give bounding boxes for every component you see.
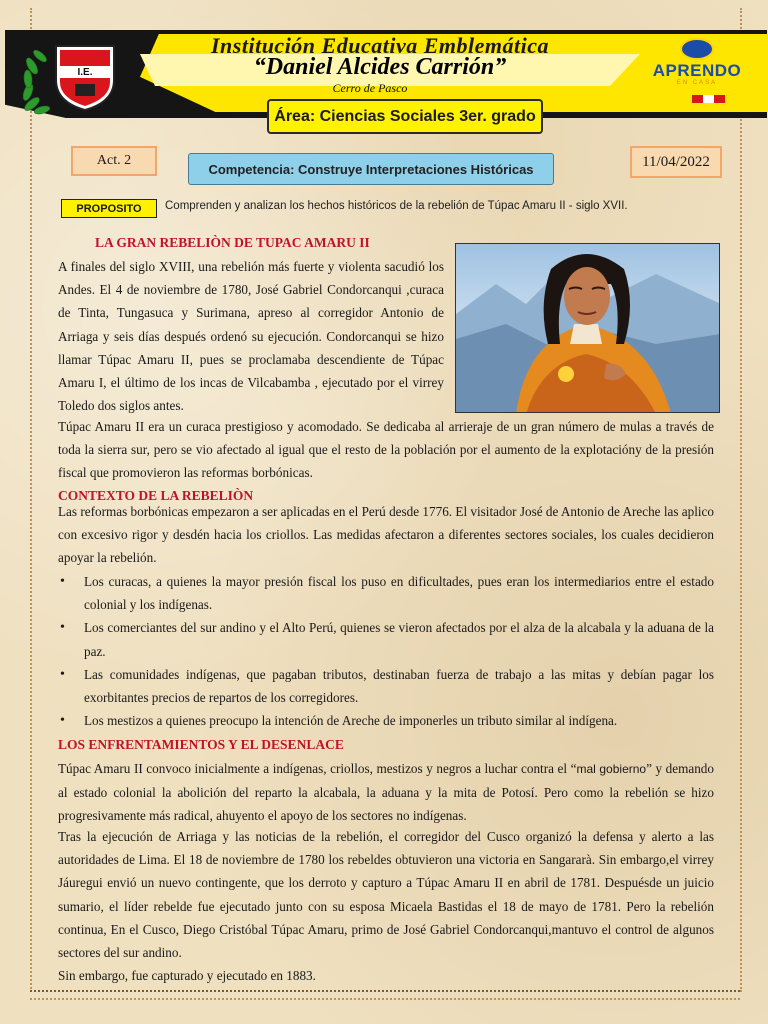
school-name-line1: Institución Educativa Emblemática [211, 33, 549, 58]
section3-para3: Sin embargo, fue capturado y ejecutado en 1883. [58, 968, 316, 983]
ministry-seal-icon [680, 38, 714, 60]
section3-para1-start: Túpac Amaru II convoco inicialmente a indígenas, criollos, mestizos y negros a luchar contra el “ [58, 761, 577, 776]
section1-para2: Túpac Amaru II era un curaca prestigioso y acomodado. Se dedicaba al arrieraje de un gran número de mulas a través de toda la sierra sur, pero se vio afectado al igual que el resto de la población por el aumento de la explotacióny de la presión fiscal que promovieron las reformas borbónicas. [58, 419, 714, 481]
list-item: • Los comerciantes del sur andino y el Alto Perú, quienes se vieron afectados por el alza de la alcabala y la aduana de la paz. [58, 616, 714, 662]
aprendo-en-casa-logo [636, 38, 758, 98]
aprendo-word: APRENDO [652, 61, 742, 80]
tupac-amaru-portrait [455, 243, 720, 413]
shield-text: I.E. [77, 67, 93, 78]
list-item: • Los mestizos a quienes preocupo la intención de Areche de imponerles un tributo similar al indígena. [58, 709, 714, 732]
school-name-line2: “Daniel Alcides Carrión” [253, 54, 507, 80]
section-title-rebelion: LA GRAN REBELIÒN DE TUPAC AMARU II [95, 235, 370, 250]
section3-para1-end: ” y demando al estado colonial la abolición del reparto la alcabala, la aduana y la mita de Potosí. Pero como la rebelión se hizo progresivamente más radical, ahuyento el apoyo de los sectores no indígenas. [58, 761, 714, 824]
section1-para1: A finales del siglo XVIII, una rebelión más fuerte y violenta sacudió los Andes. El 4 de noviembre de 1780, José Gabriel Condorcanqui ,curaca de Tinta, Tungasuca y Surimana, apreso al corregidor Antonio de Arriaga y seis días después ordenó su ejecución. Condorcanqui se hizo llamar Túpac Amaru II, pues se proclamaba descendiente de Túpac Amaru I, el último de los incas de Vilcabamba , ejecutado por el virrey Toledo dos siglos antes. [58, 259, 444, 414]
section-title-contexto: CONTEXTO DE LA REBELIÒN [58, 488, 254, 503]
portrait-illustration [456, 244, 720, 413]
section-title-enfrentamientos: LOS ENFRENTAMIENTOS Y EL DESENLACE [58, 737, 344, 752]
section3-para1 [58, 757, 714, 828]
aprendo-sub: EN CASA [676, 80, 718, 86]
proposito-text: Comprenden y analizan los hechos históricos de la rebelión de Túpac Amaru II - siglo XVII. [165, 200, 628, 212]
peru-flag-icon [692, 90, 726, 98]
competencia-box: Competencia: Construye Interpretaciones Históricas [188, 153, 554, 185]
section3-para2: Tras la ejecución de Arriaga y las noticias de la rebelión, el corregidor del Cusco organizó la defensa y alerto a las autoridades de Lima. El 18 de noviembre de 1780 los rebeldes obtuvieron una victoria en Sangararà. Sin embargo,el virrey Jáuregui envió un nuevo contingente, que los derroto y capturo a Túpac Amaru II en abril de 1781. Despuésde un juicio sumario, el líder rebelde fue ejecutado junto con su esposa Micaela Bastidas el 18 de mayo de 1781. Pero la rebelión continua, En el Cusco, Diego Cristóbal Túpac Amaru, primo de José Gabriel Condorcanqui,mantuvo el control de algunos sectores del sur andino. [58, 829, 714, 961]
list-item: • Las comunidades indígenas, que pagaban tributos, destinaban fuerza de trabajo a las mitas y debían pagar los exorbitantes precios de repartos de los corregidores. [58, 663, 714, 709]
school-shield-icon [50, 40, 120, 112]
page-border-bottom [30, 990, 740, 1000]
activity-box: Act. 2 [71, 146, 157, 176]
context-bullet-list [58, 570, 714, 732]
area-box: Área: Ciencias Sociales 3er. grado [267, 99, 543, 134]
mal-gobierno-quote: mal gobierno [576, 762, 647, 776]
date-box: 11/04/2022 [630, 146, 722, 178]
section2-intro: Las reformas borbónicas empezaron a ser aplicadas en el Perú desde 1776. El visitador José de Antonio de Areche las aplico con excesivo rigor y desdén hacia los criollos. Las medidas afectaron a diferentes sectores sociales, los cuales decidieron apoyar la rebelión. [58, 504, 714, 566]
school-location: Cerro de Pasco [332, 81, 408, 95]
list-item: • Los curacas, a quienes la mayor presión fiscal los puso en dificultades, pues eran los intermediarios entre el estado colonial y los indígenas. [58, 570, 714, 616]
proposito-label: PROPOSITO [61, 199, 157, 218]
